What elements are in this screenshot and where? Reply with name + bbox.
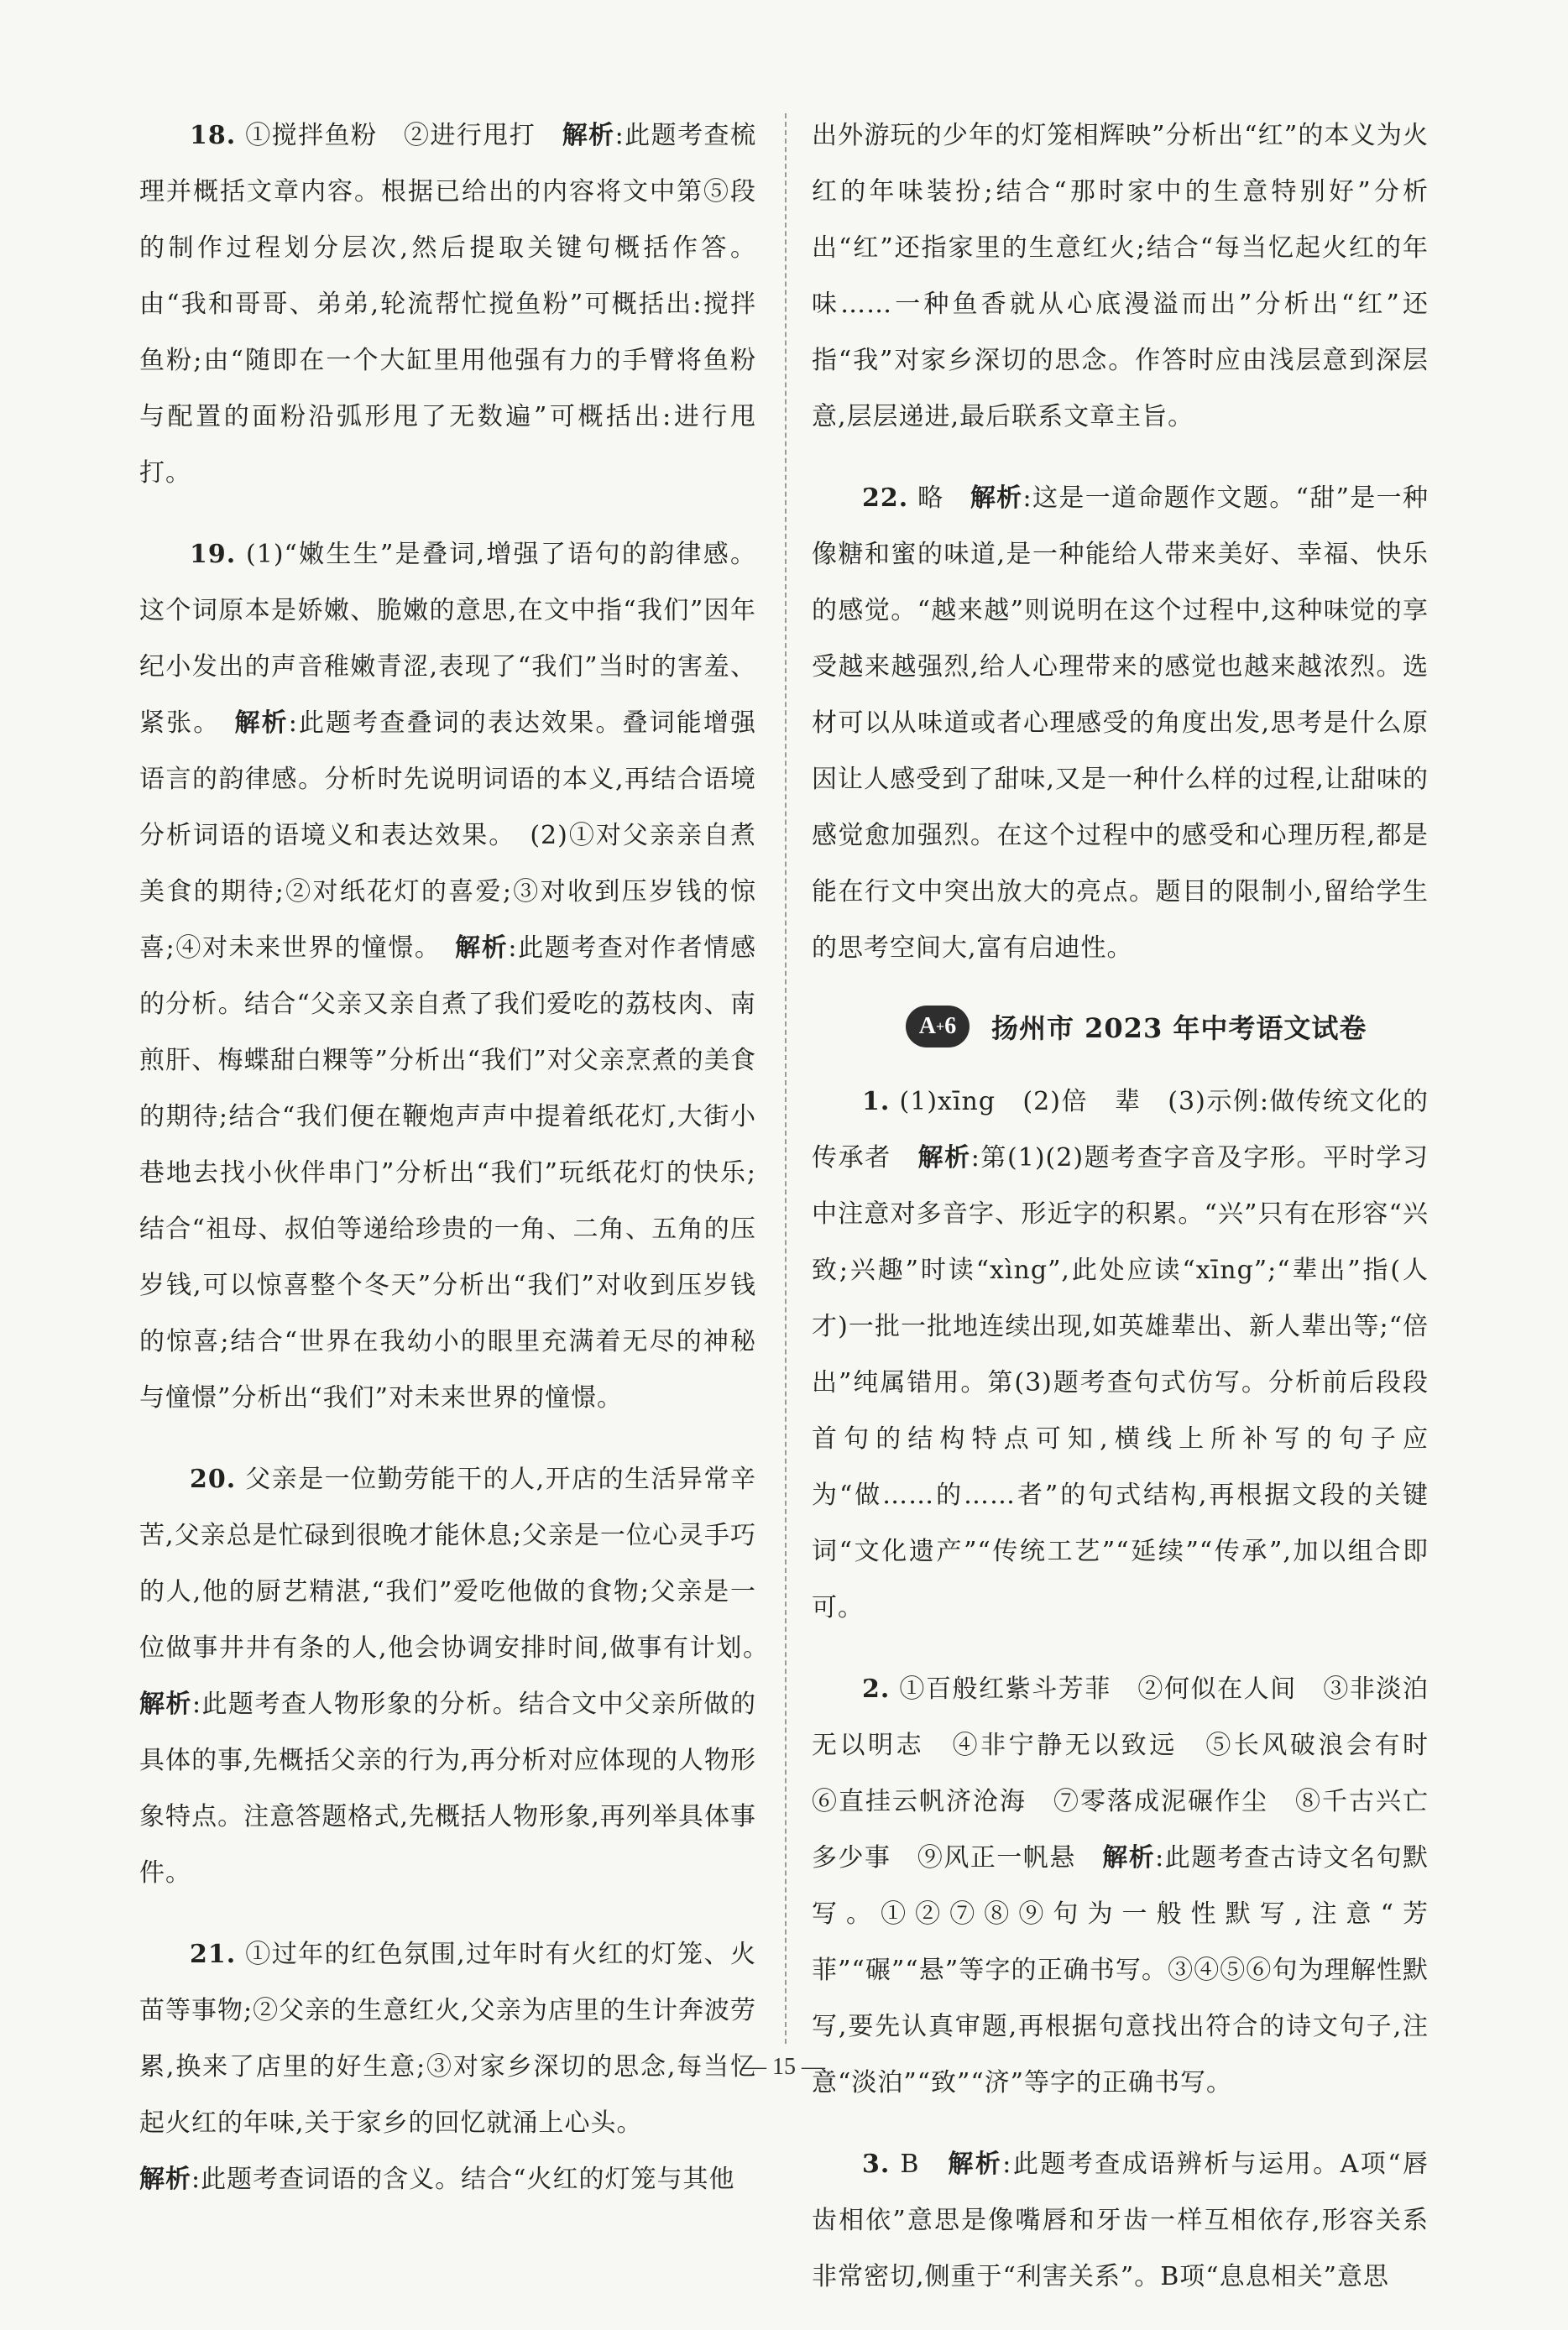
- badge-number: 6: [944, 1013, 957, 1039]
- analysis-label: 解析: [234, 708, 289, 738]
- analysis-text: :此题考查梳理并概括文章内容。根据已给出的内容将文中第⑤段的制作过程划分层次,然后提取关键句概括作答。由“我和哥哥、弟弟,轮流帮忙搅鱼粉”可概括出:搅拌鱼粉;由“随即在一个大缸里用他强有力的手臂将鱼粉与配置的面粉沿弧形甩了无数遍”可概括出:进行甩打。: [139, 121, 757, 488]
- analysis-text: :第(1)(2)题考查字音及字形。平时学习中注意对多音字、形近字的积累。“兴”只有在形容“兴致;兴趣”时读“xìng”,此处应读“xīng”;“辈出”指(人才)一批一批地连续出现,如英雄辈出、新人辈出等;“倍出”纯属错用。第(3)题考查句式仿写。分析前后段段首句的结构特点可知,横线上所补写的句子应为“做……的……者”的句式结构,再根据文段的关键词“文化遗产”“传统工艺”“延续”“传承”,加以组合即可。: [812, 1143, 1429, 1622]
- question-number: 21.: [190, 1940, 237, 1969]
- analysis-label: 解析: [455, 933, 509, 963]
- question-number: 22.: [862, 483, 909, 513]
- question-number: 3.: [862, 2150, 891, 2179]
- answer-18: [139, 107, 756, 501]
- question-number: 1.: [862, 1087, 891, 1116]
- analysis-text: :此题考查叠词的表达效果。叠词能增强语言的韵律感。分析时先说明词语的本义,再结合语境分析词语的语境义和表达效果。 (2)①对父亲亲自煮美食的期待;②对纸花灯的喜爱;③对收到压岁钱的惊喜;④对未来世界的憧憬。: [139, 708, 757, 963]
- analysis-label: 解析: [139, 2165, 191, 2194]
- analysis-text: :这是一道命题作文题。“甜”是一种像糖和蜜的味道,是一种能给人带来美好、幸福、快乐的感觉。“越来越”则说明在这个过程中,这种味觉的享受越来越强烈,给人心理带来的感觉也越来越浓烈。选材可以从味道或者心理感受的角度出发,思考是什么原因让人感受到了甜味,又是一种什么样的过程,让甜味的感觉愈加强烈。在这个过程中的感受和心理历程,都是能在行文中突出放大的亮点。题目的限制小,留给学生的思考空间大,富有启迪性。: [812, 483, 1429, 963]
- answer-21: [139, 1926, 756, 2151]
- answer-text: ①搅拌鱼粉 ②进行甩打: [236, 121, 562, 150]
- answer-21-continued: 出外游玩的少年的灯笼相辉映”分析出“红”的本义为火红的年味装扮;结合“那时家中的生意特别好”分析出“红”还指家里的生意红火;结合“每当忆起火红的年味……一种鱼香就从心底漫溢而出”分析出“红”还指“我”对家乡深切的思念。作答时应由浅层意到深层意,层层递进,最后联系文章主旨。: [812, 121, 1429, 431]
- question-number: 2.: [862, 1674, 891, 1704]
- analysis-text: :此题考查成语辨析与运用。A项“唇齿相依”意思是像嘴唇和牙齿一样互相依存,形容关系非常密切,侧重于“利害关系”。B项“息息相关”意思: [812, 2150, 1429, 2291]
- analysis-text: :此题考查词语的含义。结合“火红的灯笼与其他: [191, 2165, 735, 2194]
- section-header: [906, 1001, 1429, 1052]
- analysis-label: 解析: [948, 2150, 1003, 2179]
- answer-text: (1)“嫩生生”是叠词,增强了语句的韵律感。这个词原本是娇嫩、脆嫩的意思,在文中指“我们”因年纪小发出的声音稚嫩青涩,表现了“我们”当时的害羞、紧张。: [139, 540, 756, 738]
- question-number: 19.: [190, 540, 237, 569]
- answer-21-analysis: [139, 2151, 756, 2207]
- analysis-label: 解析: [139, 1690, 192, 1719]
- question-number: 18.: [190, 121, 237, 150]
- analysis-label: 解析: [970, 483, 1023, 513]
- page-number: — 15 —: [743, 2054, 825, 2080]
- answer-text: 略: [908, 483, 970, 513]
- badge-sup: +: [935, 1017, 945, 1035]
- answer-20: [139, 1451, 782, 1901]
- question-number: 20.: [190, 1465, 237, 1494]
- right-column: [812, 107, 1455, 2330]
- answer-22: [812, 470, 1429, 976]
- analysis-text: :此题考查古诗文名句默写。①②⑦⑧⑨句为一般性默写,注意“芳菲”“碾”“悬”等字的正确书写。③④⑤⑥句为理解性默写,要先认真审题,再根据句意找出符合的诗文句子,注意“淡泊”“致”“济”等字的正确书写。: [812, 1843, 1429, 2098]
- badge-letter: A: [918, 1013, 936, 1039]
- left-column: [139, 107, 782, 2233]
- answer-text: (1)xīng (2)倍 辈 (3)示例:做传统文化的传承者: [812, 1087, 1429, 1173]
- level-badge: [906, 1006, 970, 1047]
- section-title: 扬州市 2023 年中考语文试卷: [991, 1012, 1367, 1044]
- analysis-label: 解析: [562, 121, 615, 150]
- answer-text: 父亲是一位勤劳能干的人,开店的生活异常辛苦,父亲总是忙碌到很晚才能休息;父亲是一位心灵手巧的人,他的厨艺精湛,“我们”爱吃他做的食物;父亲是一位做事井井有条的人,他会协调安排时间,做事有计划。: [139, 1465, 782, 1663]
- analysis-text: :此题考查对作者情感的分析。结合“父亲又亲自煮了我们爱吃的荔枝肉、南煎肝、梅蝶甜白粿等”分析出“我们”对父亲烹煮的美食的期待;结合“我们便在鞭炮声声中提着纸花灯,大街小巷地去找小伙伴串门”分析出“我们”玩纸花灯的快乐;结合“祖母、叔伯等递给珍贵的一角、二角、五角的压岁钱,可以惊喜整个冬天”分析出“我们”对收到压岁钱的惊喜;结合“世界在我幼小的眼里充满着无尽的神秘与憧憬”分析出“我们”对未来世界的憧憬。: [139, 933, 757, 1413]
- answer-1: [812, 1074, 1429, 1636]
- analysis-label: 解析: [917, 1143, 971, 1173]
- column-divider: [785, 113, 787, 2044]
- analysis-text: :此题考查人物形象的分析。结合文中父亲所做的具体的事,先概括父亲的行为,再分析对应体现的人物形象特点。注意答题格式,先概括人物形象,再列举具体事件。: [139, 1690, 757, 1888]
- analysis-label: 解析: [1102, 1843, 1156, 1873]
- answer-text: ①过年的红色氛围,过年时有火红的灯笼、火苗等事物;②父亲的生意红火,父亲为店里的生计奔波劳累,换来了店里的好生意;③对家乡深切的思念,每当忆起火红的年味,关于家乡的回忆就涌上心头。: [139, 1940, 756, 2138]
- answer-2: [812, 1661, 1455, 2111]
- answer-3: [812, 2136, 1429, 2305]
- answer-19: [139, 526, 756, 1426]
- answer-text: ①百般红紫斗芳菲 ②何似在人间 ③非淡泊无以明志 ④非宁静无以致远 ⑤长风破浪会有时 ⑥直挂云帆济沧海 ⑦零落成泥碾作尘 ⑧千古兴亡多少事 ⑨风正一帆悬: [812, 1674, 1455, 1873]
- answer-text: B: [890, 2150, 949, 2179]
